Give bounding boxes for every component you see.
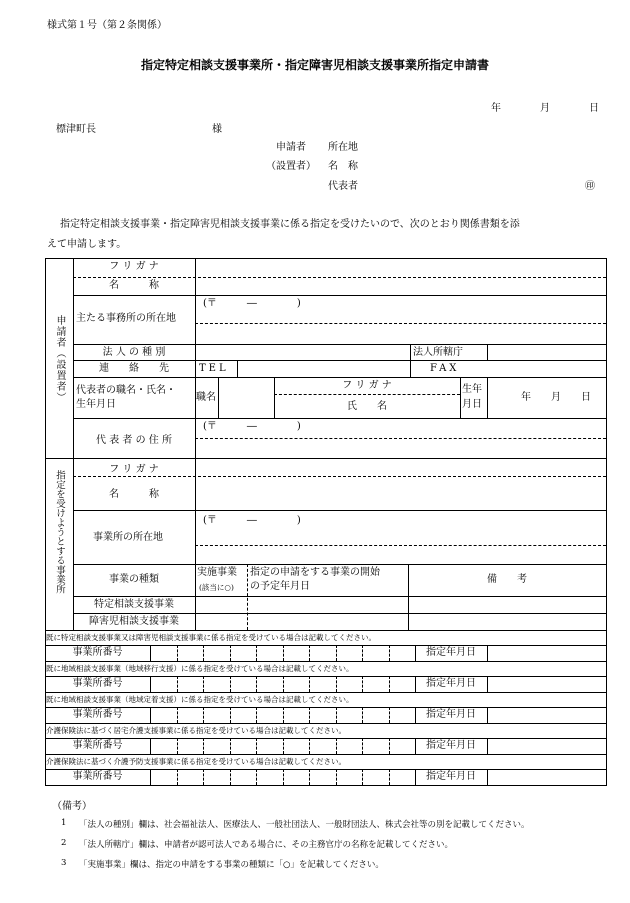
office-number-label: 事業所番号: [72, 709, 123, 720]
sec2-postal: (〒 ― ): [203, 515, 301, 526]
rep-furigana-label: フ リ ガ ナ: [342, 380, 392, 391]
post-label: 職名: [196, 392, 216, 403]
section-applicant-vertical: 申請者（設置者）: [54, 315, 65, 403]
birth-label-2: 月日: [462, 399, 482, 410]
office-number-label: 事業所番号: [72, 771, 123, 782]
prior-note: 介護保険法に基づく介護予防支援事業に係る指定を受けている場合は記載してください。: [46, 757, 346, 766]
prior-note: 既に地域相談支援事業（地域定着支援）に係る指定を受けている場合は記載してください。: [46, 695, 354, 704]
designation-date-label: 指定年月日: [426, 678, 476, 689]
main-office-address-label: 主たる事務所の所在地: [76, 313, 176, 324]
office-number-label: 事業所番号: [72, 678, 123, 689]
office-address-label: 事業所の所在地: [93, 532, 163, 543]
page-title: 指定特定相談支援事業所・指定障害児相談支援事業所指定申請書: [140, 58, 489, 72]
rep-postal: (〒 ― ): [203, 421, 301, 432]
applicant-label: 申請者: [276, 142, 306, 153]
corp-type-label: 法 人 の 種 別: [102, 347, 166, 358]
prior-note: 既に特定相談支援事業又は障害児相談支援事業に係る指定を受けている場合は記載してください。: [46, 633, 376, 642]
remark-num-3: 3: [61, 858, 67, 868]
sec2-furigana-label: フ リ ガ ナ: [109, 464, 159, 475]
jurisdiction-label: 法人所轄庁: [413, 347, 463, 358]
designation-date-label: 指定年月日: [426, 740, 476, 751]
rep-name-label: 氏 名: [347, 401, 387, 412]
remark-text-2: 「法人所轄庁」欄は、申請者が認可法人である場合に、その主務官庁の名称を記載してください。: [79, 840, 454, 850]
addressee-name: 標津町長: [56, 124, 96, 135]
row-specific-consultation: 特定相談支援事業: [94, 599, 174, 610]
applicant-label-2: （設置者）: [266, 161, 316, 172]
prior-note: 既に地域相談支援事業（地域移行支援）に係る指定を受けている場合は記載してください。: [46, 664, 354, 673]
rep-title-label: 代表者の職名・氏名・: [76, 385, 176, 396]
remark-text-1: 「法人の種別」欄は、社会福祉法人、医療法人、一般社団法人、一般財団法人、株式会社等の別を記載してください。: [79, 820, 530, 830]
remarks-heading: （備考）: [52, 801, 92, 812]
row-child-consultation: 障害児相談支援事業: [89, 616, 179, 627]
sec1-furigana-label: フ リ ガ ナ: [109, 261, 159, 272]
implement-note: (該当に○): [199, 583, 234, 592]
intro-line-1: 指定特定相談支援事業・指定障害児相談支援事業に係る指定を受けたいので、次のとおり関係書類を添: [60, 219, 520, 230]
remark-num-2: 2: [61, 838, 67, 848]
remark-num-1: 1: [61, 818, 67, 828]
applicant-address-label: 所在地: [328, 142, 358, 153]
designation-date-label: 指定年月日: [426, 647, 476, 658]
office-number-label: 事業所番号: [72, 740, 123, 751]
seal-mark: ㊞: [585, 181, 595, 192]
sec1-name-label: 名 称: [109, 280, 159, 291]
prior-note: 介護保険法に基づく居宅介護支援事業に係る指定を受けている場合は記載してください。: [46, 726, 346, 735]
sec2-name-label: 名 称: [109, 489, 159, 500]
birth-label-1: 生年: [462, 384, 482, 395]
applicant-rep-label: 代表者: [328, 181, 358, 192]
designation-date-label: 指定年月日: [426, 709, 476, 720]
rep-address-label: 代 表 者 の 住 所: [96, 435, 172, 446]
business-type-label: 事業の種類: [109, 574, 159, 585]
designation-date-label: 指定年月日: [426, 771, 476, 782]
tel-label: TEL: [199, 363, 229, 374]
date-year: 年: [491, 103, 501, 114]
fax-label: FAX: [430, 363, 460, 374]
rep-birth-label: 生年月日: [76, 399, 116, 410]
addressee-honorific: 様: [212, 124, 222, 135]
section-office-vertical: 指定を受けようとする事業所: [54, 470, 65, 594]
start-date-label-2: の予定年月日: [250, 581, 310, 592]
date-day: 日: [589, 103, 599, 114]
form-number: 様式第１号（第２条関係）: [47, 20, 167, 31]
start-date-label-1: 指定の申請をする事業の開始: [250, 567, 380, 578]
sec1-postal: (〒 ― ): [203, 298, 301, 309]
implement-label: 実施事業: [197, 567, 237, 578]
office-number-label: 事業所番号: [72, 647, 123, 658]
intro-line-2: えて申請します。: [47, 239, 127, 250]
remark-text-3: 「実施事業」欄は、指定の申請をする事業の種類に「○」を記載してください。: [79, 860, 384, 870]
birth-ymd: 年 月 日: [521, 392, 591, 403]
remarks-col-label: 備 考: [487, 574, 527, 585]
date-month: 月: [540, 103, 550, 114]
contact-label: 連 絡 先: [99, 363, 169, 374]
applicant-name-label: 名 称: [328, 161, 358, 172]
